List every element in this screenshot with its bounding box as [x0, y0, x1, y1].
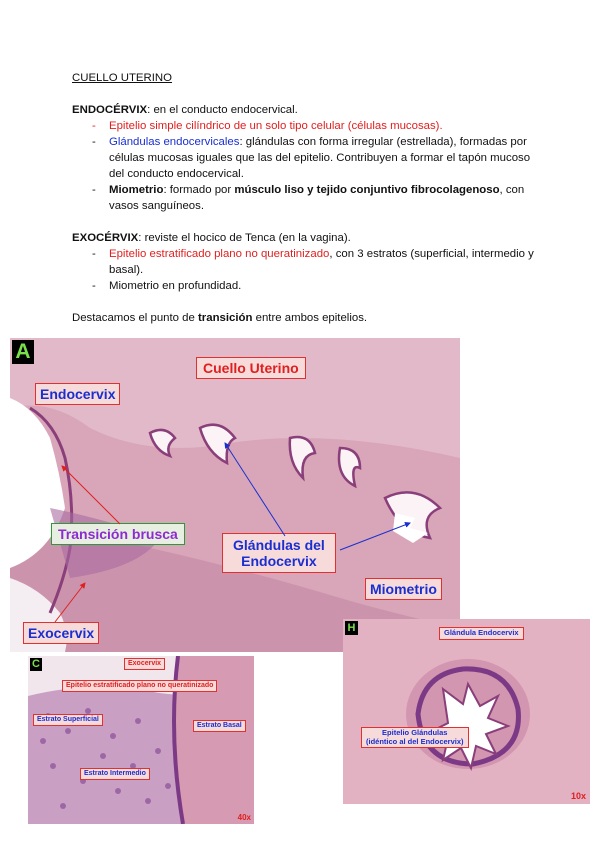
figure-a-micrograph: [10, 338, 460, 652]
figure-a-arrows: [10, 338, 460, 652]
endocervix-bullet-2: [92, 134, 542, 182]
endocervix-bullet-2-colored: Glándulas endocervicales: [109, 136, 240, 148]
exocervix-heading-rest: : reviste el hocico de Tenca (en la vagina).: [138, 232, 351, 244]
endocervix-bullet-2-rest: : glándulas con forma irregular (estrellada), formadas por células mucosas iguales que las del epitelio. Contribuyen a formar el tapón mucoso del conducto endocervical.: [109, 136, 531, 180]
label-h-epitelio-line1: Epitelio Glándulas: [382, 728, 448, 737]
label-h-epitelio: [361, 727, 469, 748]
endocervix-bullet-3-bold: Miometrio: [109, 184, 164, 196]
figure-c-micrograph: [28, 656, 254, 824]
label-h-glandula: Glándula Endocervix: [439, 627, 524, 640]
closing-bold: transición: [198, 312, 253, 324]
label-c-superficial: Estrato Superficial: [33, 714, 103, 726]
endocervix-heading-rest: : en el conducto endocervical.: [147, 104, 298, 116]
figure-c-letter: C: [30, 658, 42, 671]
figure-h-magnification: 10x: [570, 791, 586, 801]
document-title: CUELLO UTERINO: [72, 72, 173, 84]
figure-c-magnification: 40x: [237, 813, 251, 822]
figure-a-letter: A: [12, 340, 34, 364]
exocervix-bullet-1: [92, 246, 542, 278]
label-c-basal: Estrato Basal: [193, 720, 246, 732]
endocervix-bullet-3-bold2: músculo liso y tejido conjuntivo fibrocolagenoso: [234, 184, 500, 196]
document-text: [72, 70, 542, 326]
label-cuello-uterino: Cuello Uterino: [196, 357, 306, 379]
label-endocervix: Endocervix: [35, 383, 120, 405]
endocervix-bullet-3-rest: , con vasos sanguíneos.: [109, 184, 525, 212]
exocervix-bullet-2: - Miometrio en profundidad.: [92, 278, 542, 294]
exocervix-list: [72, 246, 542, 294]
endocervix-bullet-1: - Epitelio simple cilíndrico de un solo tipo celular (células mucosas).: [92, 118, 542, 134]
closing-post: entre ambos epitelios.: [252, 312, 368, 324]
closing-sentence: [72, 310, 542, 326]
figure-h-tissue: [343, 619, 590, 804]
endocervix-bullet-3-mid: : formado por: [163, 184, 235, 196]
label-miometrio: Miometrio: [365, 578, 442, 600]
label-c-epitelio: Epitelio estratificado plano no queratinizado: [62, 680, 217, 692]
label-glandulas-line1: Glándulas del: [233, 537, 325, 553]
endocervix-list: [72, 118, 542, 214]
exocervix-heading-bold: EXOCÉRVIX: [72, 232, 139, 244]
endocervix-heading-bold: ENDOCÉRVIX: [72, 104, 148, 116]
label-c-exocervix: Exocervix: [124, 658, 165, 670]
exocervix-bullet-1-rest: , con 3 estratos (superficial, intermedio y basal).: [109, 248, 534, 276]
label-transicion-brusca: Transición brusca: [51, 523, 185, 545]
label-exocervix: Exocervix: [23, 622, 99, 644]
exocervix-heading: [72, 230, 542, 246]
exocervix-bullet-1-colored: Epitelio estratificado plano no queratinizado: [109, 248, 330, 260]
label-c-intermedio: Estrato Intermedio: [80, 768, 150, 780]
figure-h-micrograph: [343, 619, 590, 804]
endocervix-bullet-3: [92, 182, 542, 214]
label-h-epitelio-line2: (idéntico al del Endocervix): [366, 736, 464, 746]
endocervix-heading: [72, 102, 542, 118]
label-glandulas-line2: Endocervix: [241, 553, 317, 570]
figure-h-letter: H: [345, 621, 358, 635]
closing-pre: Destacamos el punto de: [72, 312, 199, 324]
